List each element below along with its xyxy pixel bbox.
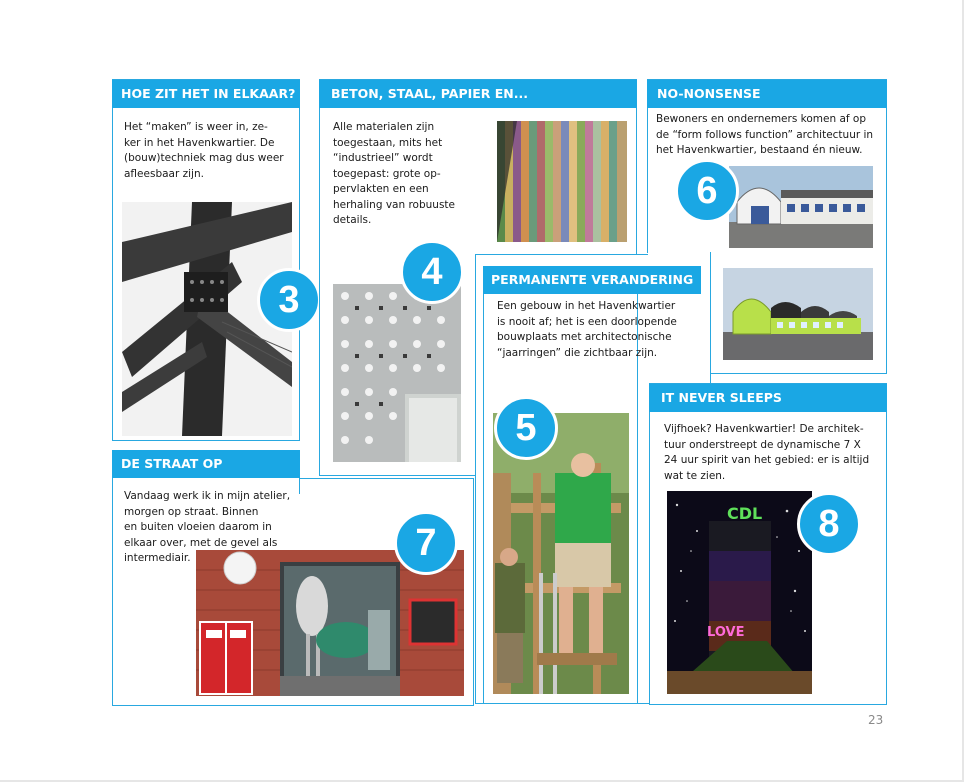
text-line: toegestaan, mits het <box>333 136 443 149</box>
sign-cdl: CDL <box>727 504 763 523</box>
text-line: pervlakten en een <box>333 183 429 195</box>
section-5-title: PERMANENTE VERANDERING <box>483 266 701 294</box>
section-4-number-badge: 4 <box>400 240 464 304</box>
section-7-number-badge: 7 <box>394 511 458 575</box>
text-line: Het “maken” is weer in, ze- <box>124 121 268 133</box>
text-line: de “form follows function” architectuur in <box>656 128 874 141</box>
section-3-title: HOE ZIT HET IN ELKAAR? <box>112 80 300 108</box>
section-6-number-badge: 6 <box>675 159 739 223</box>
text-line: is nooit af; het is een doorlopende <box>497 315 677 328</box>
text-line: Vandaag werk ik in mijn atelier, <box>124 490 291 502</box>
text-line: “industrieel” wordt <box>333 152 433 164</box>
hangar-existing-photo <box>729 166 873 248</box>
section-6-title: NO-NONSENSE <box>647 80 887 108</box>
text-line: 24 uur spirit van het gebied: er is altijd <box>664 454 870 466</box>
text-line: toegepast: grote op- <box>333 167 441 180</box>
text-line: (bouw)techniek mag dus weer <box>124 152 284 164</box>
section-8-text <box>664 422 869 484</box>
text-line: elkaar over, met de gevel als <box>124 536 278 549</box>
text-line: Bewoners en ondernemers komen af op <box>656 113 866 125</box>
text-line: en buiten vloeien daarom in <box>124 521 272 533</box>
section-5-text <box>497 299 677 361</box>
section-8-title: IT NEVER SLEEPS <box>649 384 887 412</box>
colored-facade-photo <box>497 121 627 242</box>
section-4-text <box>333 120 455 229</box>
text-line: tuur onderstreept de dynamische 7 X <box>664 438 861 451</box>
night-tower-photo <box>667 491 812 694</box>
section-6-text <box>656 112 873 159</box>
text-line: details. <box>333 214 372 226</box>
text-line: herhaling van robuuste <box>333 198 456 211</box>
section-5-number-badge: 5 <box>494 396 558 460</box>
box-joint <box>711 250 885 254</box>
hangar-renovated-photo <box>723 268 873 360</box>
text-line: afleesbaar zijn. <box>124 167 204 180</box>
text-line: ker in het Havenkwartier. De <box>124 136 275 149</box>
text-line: Vijfhoek? Havenkwartier! De architek- <box>664 423 864 435</box>
section-7-title: DE STRAAT OP <box>112 450 300 478</box>
text-line: het Havenkwartier, bestaand én nieuw. <box>656 144 863 156</box>
section-8-number-badge: 8 <box>797 492 861 556</box>
text-line: Alle materialen zijn <box>333 121 435 133</box>
section-4-title: BETON, STAAL, PAPIER EN... <box>319 80 637 108</box>
text-line: “jaarringen” die zichtbaar zijn. <box>497 346 658 359</box>
sign-love: LOVE <box>707 625 745 640</box>
box-joint <box>648 252 710 255</box>
text-line: bouwplaats met architectonische <box>497 331 672 343</box>
text-line: intermediair. <box>124 552 191 564</box>
section-3-text <box>124 120 284 182</box>
page-number: 23 <box>868 713 884 727</box>
text-line: wat te zien. <box>664 469 726 482</box>
perforated-panel-photo <box>333 284 461 462</box>
section-3-number-badge: 3 <box>257 268 321 332</box>
text-line: Een gebouw in het Havenkwartier <box>497 300 676 312</box>
text-line: morgen op straat. Binnen <box>124 505 259 518</box>
box-joint <box>476 256 636 261</box>
